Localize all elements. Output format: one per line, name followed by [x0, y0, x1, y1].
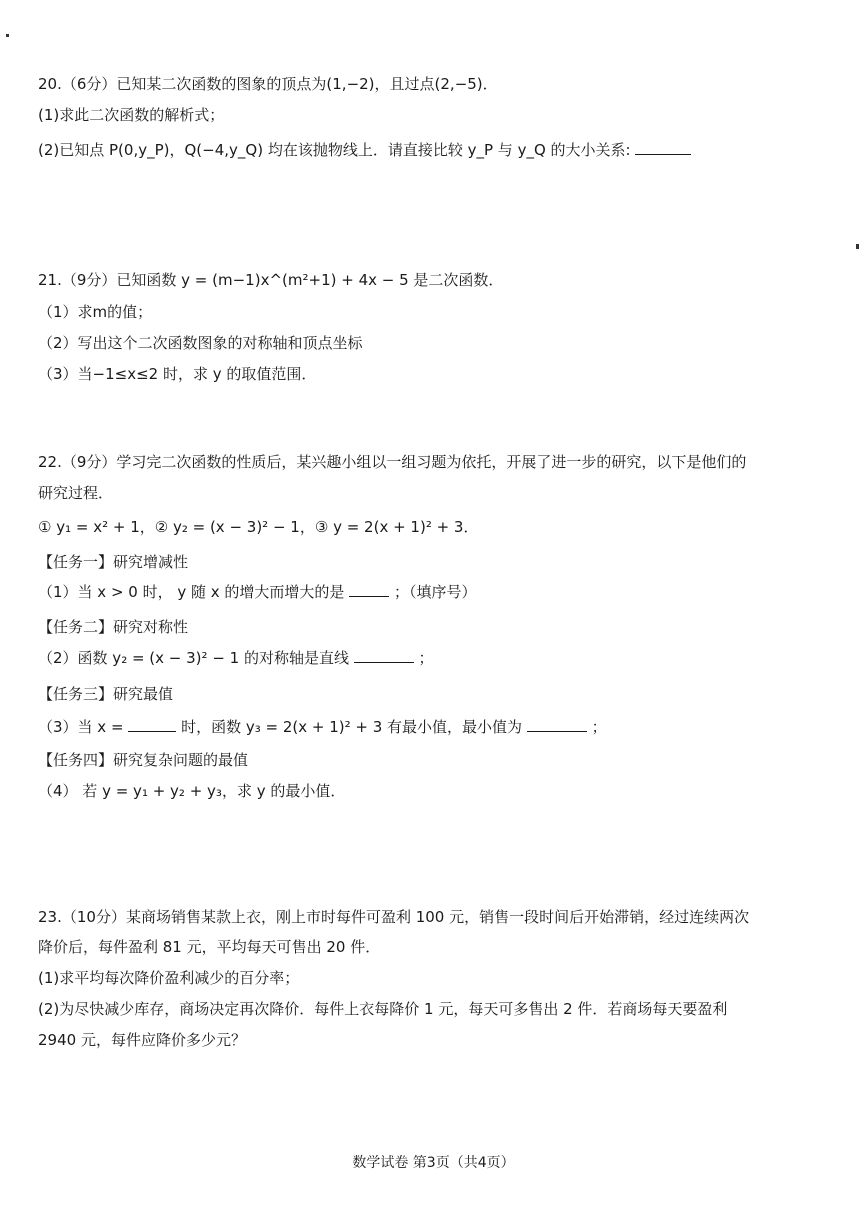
q22-task1-title: 【任务一】研究增减性 [38, 553, 189, 571]
q22-task4-title: 【任务四】研究复杂问题的最值 [38, 751, 249, 769]
q23-part2-line2: 2940 元，每件应降价多少元？ [38, 1031, 246, 1049]
q22-task2 [38, 646, 837, 670]
q21-stem: 21.（9分）已知函数 y = (m−1)x^(m²+1) + 4x − 5 是二次函数． [38, 271, 504, 289]
q20-answer-blank[interactable] [635, 138, 691, 155]
q23-stem-line1: 23.（10分）某商场销售某款上衣，刚上市时每件可盈利 100 元，销售一段时间后开始滞销，经过连续两次 [38, 908, 750, 926]
q22-task3-title: 【任务三】研究最值 [38, 685, 174, 703]
q20-part2 [38, 138, 837, 162]
q21-part1: （1）求m的值； [38, 303, 153, 321]
q22-functions: ① y₁ = x² + 1，② y₂ = (x − 3)² − 1，③ y = 2(x + 1)² + 3． [38, 518, 479, 536]
q22-task4: （4） 若 y = y₁ + y₂ + y₃，求 y 的最小值． [38, 782, 346, 800]
q22-stem-line1: 22.（9分）学习完二次函数的性质后，某兴趣小组以一组习题为依托，开展了进一步的研究，以下是他们的 [38, 453, 747, 471]
q22-task1-text: （1）当 x > 0 时， y 随 x 的增大而增大的是 [38, 583, 345, 601]
q22-task2-suffix: ； [418, 649, 434, 667]
q22-task2-text: （2）函数 y₂ = (x − 3)² − 1 的对称轴是直线 [38, 649, 349, 667]
q20-part2-text: (2)已知点 P(0,y_P)，Q(−4,y_Q) 均在该抛物线上．请直接比较 y_P 与 y_Q 的大小关系: [38, 141, 631, 159]
q22-task3-suffix: ； [591, 718, 607, 736]
q21-part3: （3）当−1≤x≤2 时，求 y 的取值范围． [38, 365, 317, 383]
q22-task2-title: 【任务二】研究对称性 [38, 618, 189, 636]
scan-speck [6, 34, 9, 37]
q21-part2: （2）写出这个二次函数图象的对称轴和顶点坐标 [38, 334, 363, 352]
q22-task2-blank[interactable] [354, 646, 414, 663]
q22-task1-suffix: ；（填序号） [394, 583, 477, 601]
q22-task3-text-a: （3）当 x = [38, 718, 124, 736]
q22-task3-blank-x[interactable] [128, 715, 176, 732]
q22-task3 [38, 715, 837, 739]
q22-task1 [38, 580, 837, 604]
q23-part2-line1: (2)为尽快减少库存，商场决定再次降价．每件上衣每降价 1 元，每天可多售出 2 件．若商场每天要盈利 [38, 1000, 728, 1018]
page-footer: 数学试卷 第3页（共4页） [352, 1155, 515, 1171]
scan-speck [856, 244, 859, 249]
q22-task3-text-b: 时，函数 y₃ = 2(x + 1)² + 3 有最小值，最小值为 [181, 718, 523, 736]
q22-stem-line2: 研究过程． [38, 484, 114, 502]
q20-part1: (1)求此二次函数的解析式； [38, 106, 225, 124]
q22-task1-blank[interactable] [349, 580, 389, 597]
q23-part1: (1)求平均每次降价盈利减少的百分率； [38, 969, 300, 987]
q20-stem: 20.（6分）已知某二次函数的图象的顶点为(1,−2)，且过点(2,−5)． [38, 75, 498, 93]
q23-stem-line2: 降价后，每件盈利 81 元，平均每天可售出 20 件． [38, 938, 381, 956]
q22-task3-blank-min[interactable] [527, 715, 587, 732]
